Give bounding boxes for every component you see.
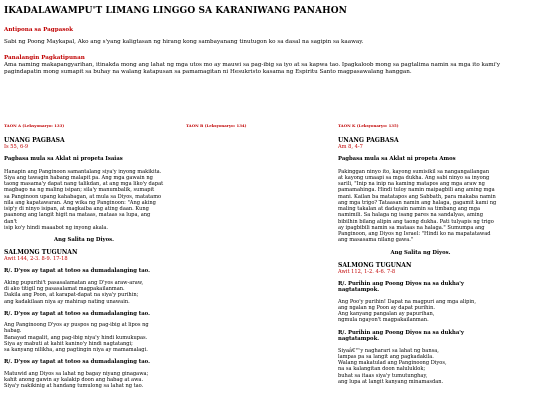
reading-subtitle: Pagbasa mula sa Aklat ni propeta Isaias [4, 156, 123, 163]
reading-reference: Am 8, 4-7 [338, 144, 363, 151]
text-line: maling takalan at dadayain namin sa timbang ang mga [338, 206, 481, 213]
text-line: ang masasama nilang gawa." [338, 237, 414, 244]
text-line: isip'y di ninyo isipan, at magkaiba ang ating daan. Kung [4, 206, 149, 213]
text-line: ang ngalan ng Poon ay dapat purihin. [338, 304, 435, 311]
column-taon-k [338, 123, 503, 391]
psalm-stanza [4, 322, 164, 353]
psalm-response: R/. D'yos ay tapat at totoo sa dumadalanging tao. [4, 268, 150, 275]
text-line: Ang kanyang pangalan ay papurihan, [338, 311, 435, 318]
panalangin-text: Ama naming makapangyarihan, itinakda mong ang lahat ng mga utos mo ay mauwi sa pag-ibig sa iyo at sa kapwa tao. Ipagkaloob mong sa pagtalima namin sa mga ito kami'y pagindapatin mong sumapit sa buhay na walang katapusan sa pamamagitan ni Hesukristo kasama ng Espiritu Santo magpasawalang hanggan. [4, 62, 500, 75]
psalm-stanza [4, 280, 164, 305]
psalm-reference: Awit 112, 1-2. 4-6. 7-8 [338, 268, 396, 275]
panalangin-heading: Panalangin Pagkatipunan [4, 55, 85, 61]
text-line: na sa kalangitan doon naluluklok; [338, 366, 426, 373]
column-taon-b [186, 123, 346, 137]
reading-closing: Ang Salita ng Diyos. [390, 249, 451, 256]
text-line: Panginoon, ang Diyos ng Israel: "Hindi ko na mapatatawad [338, 231, 491, 238]
psalm-stanza [4, 371, 164, 390]
psalm-stanza [338, 299, 503, 324]
reading-subtitle: Pagbasa mula sa Aklat ni propeta Amos [338, 156, 456, 163]
psalm-response: R/. D'yos ay tapat at totoo sa dumadalanging tao. [4, 359, 150, 366]
psalm-response: R/. Purihin ang Poong Diyos na sa dukha'y nagtatampok. [338, 329, 464, 343]
column-label: TAON K (Leksyonaryo: 135) [338, 123, 399, 128]
text-line: Ang Poo'y purihin! Dapat na magpuri ang mga alipin, [338, 298, 476, 305]
psalm-stanza [338, 348, 503, 386]
antipona-heading: Antipona sa Pagpasok [4, 27, 74, 33]
text-line: Hanapin ang Panginoon samantalang siya'y inyong makikita. [4, 168, 162, 175]
reading-heading: UNANG PAGBASA [4, 137, 65, 145]
column-label: TAON A (Leksyonaryo: 133) [4, 123, 65, 128]
column-label: TAON B (Leksyonaryo: 134) [186, 123, 247, 128]
text-line: sa Panginoon upang kahabagan, at mula sa Diyos, matatamo [4, 193, 162, 200]
text-line: at kayong umaapi sa mga dukha. Ang sabi ninyo sa inyong [338, 174, 490, 181]
reading-closing: Ang Salita ng Diyos. [54, 237, 114, 244]
text-line: Siyaâ€™y nagharari sa lahat ng bansa, [338, 347, 439, 354]
psalm-heading: SALMONG TUGUNAN [4, 249, 78, 257]
text-line: Aking pupurihi't pasasalamatan ang D'yos araw-araw, [4, 279, 144, 286]
text-line: sarili, "Inip na inip na kaming matapos ang mga araw ng [338, 181, 485, 188]
text-line: Pakinggan ninyo ito, kayong sumisikil sa nangangailangan [338, 168, 490, 175]
psalm-response: R/. D'yos ay tapat at totoo sa dumadalanging tao. [4, 310, 150, 317]
text-line: ngmula ngayon't magpakailanman. [338, 317, 429, 324]
text-line: nila ang kapatawaran. Ang wika ng Panginoon: "Ang aking [4, 199, 156, 206]
text-line: Siya ang tawagin habang malapit pa. Ang mga gawain ng [4, 174, 153, 181]
reading-text [4, 169, 164, 232]
text-line: Walang makatulad ang Panginoong Diyos, [338, 360, 447, 367]
text-line: lampas pa sa langit ang pagkadakila. [338, 353, 434, 360]
text-line: buhat sa itaas siya'y tumutunghay, [338, 372, 428, 379]
text-line: Siya ay mabuti at kahit kanino'y hindi nagtatangi; [4, 340, 133, 347]
reading-reference: Is 55, 6-9 [4, 144, 29, 151]
text-line: magbago na ng maling isipan; sila'y manumbalik, sumapit [4, 187, 155, 194]
text-line: Matuwid ang Diyos sa lahat ng bagay niyang ginagawa; [4, 370, 149, 377]
psalm-reference: Awit 144, 2-3. 8-9. 17-18 [4, 256, 68, 263]
psalm-heading: SALMONG TUGUNAN [338, 261, 412, 269]
text-line: ay ipagbibili namin sa mataas na halaga." Sumumpa ang [338, 224, 485, 231]
page-title: IKADALAWAMPU'T LIMANG LINGGO SA KARANIWANG PANAHON [4, 6, 348, 16]
text-line: ang lupa at langit kanyang minamasdan. [338, 378, 444, 385]
text-line: di ako titigil ng pasasalamat magpakailanman. [4, 286, 125, 293]
psalm-response: R/. Purihin ang Poong Diyos na sa dukha'y nagtatampok. [338, 280, 464, 294]
text-line: taong masama'y dapat nang talikdan, at ang mga liko'y dapat [4, 181, 164, 188]
text-line: Dakila ang Poon, at karapat-dapat na siya'y purihin; [4, 292, 139, 299]
text-line: bibilhin bilang alipin ang taong dukha. Pati tulyapis ng trigo [338, 218, 494, 225]
text-line: kahit anong gawin ay kalakip doon ang habag at awa. [4, 377, 144, 384]
text-line: ang mga trigo? Tataasan namin ang halaga, gagamit kami ng [338, 199, 497, 206]
text-line: mani. Kailan ba matatapos ang Sabbath, para makaba namin [338, 193, 496, 200]
reading-heading: UNANG PAGBASA [338, 137, 399, 145]
reading-text [338, 169, 503, 244]
text-line: Banayad magalit, ang pag-ibig niya'y hindi kumukupas. [4, 334, 148, 341]
text-line: Siya'y nakikinig at handang tumulong sa lahat ng tao. [4, 383, 144, 390]
text-line: ang kadakilaan niya ay mahirap nating unawain. [4, 298, 130, 305]
text-line: sa kanyang nilikha, ang pagtingin niya ay mamamalagi. [4, 347, 148, 354]
antipona-text: Sabi ng Poong Maykapal, Ako ang s'yang kaligtasan ng hirang kong sambayanang tinutugon ko sa dasal na sagipin sa kaaway. [4, 39, 364, 45]
column-taon-a [4, 123, 164, 396]
text-line: isip ko'y hindi maaabot ng inyong akala. [4, 224, 109, 231]
text-line: pamamahinga. Hindi tuloy namin maipagbili ang aming mga [338, 187, 495, 194]
text-line: habag. [4, 328, 22, 335]
text-line: Ang Panginoong D'yos ay puspos ng pag-ibig at lipos ng [4, 322, 149, 329]
text-line: namimili. Sa halaga ng isang pares na sandalyas, aming [338, 212, 483, 219]
text-line: paanong ang langit higit na mataas, mataas sa lupa, ang dan't [4, 212, 151, 225]
